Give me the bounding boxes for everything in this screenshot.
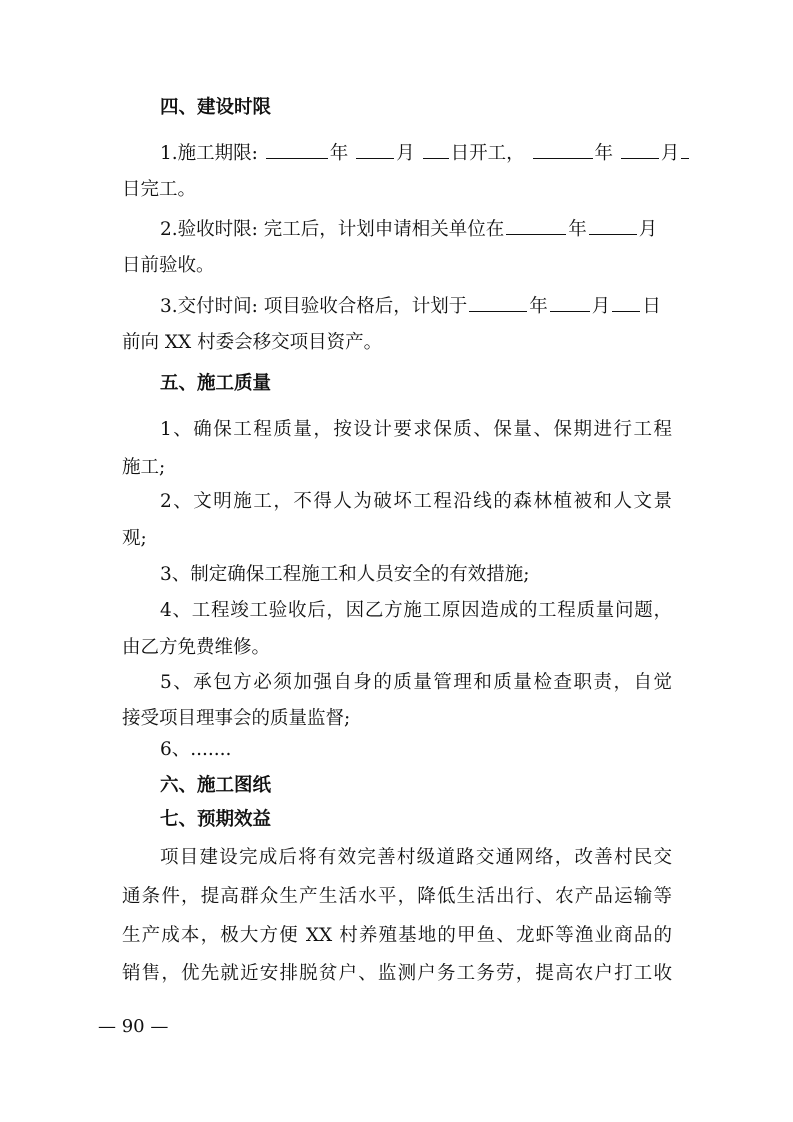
item3-prefix: 3.交付时间: 项目验收合格后，计划于 [160, 296, 468, 317]
benefits-line-2: 通条件，提高群众生产生活水平，降低生活出行、农产品运输等 [122, 886, 672, 907]
quality-item-2-cont: 观; [122, 528, 147, 549]
month-label: 月 [591, 296, 611, 317]
quality-item-1: 1、确保工程质量，按设计要求保质、保量、保期进行工程 [160, 419, 672, 440]
end-year-blank [533, 140, 593, 159]
benefits-line-1: 项目建设完成后将有效完善村级道路交通网络，改善村民交 [160, 847, 672, 868]
item2-prefix: 2.验收时限: 完工后，计划申请相关单位在 [160, 219, 505, 240]
deliver-month-blank [550, 293, 590, 312]
accept-year-blank [506, 216, 566, 235]
construction-period-line [160, 140, 680, 166]
delivery-time-line [160, 293, 672, 319]
quality-item-5-cont: 接受项目理事会的质量监督; [122, 708, 351, 729]
item1-continuation: 日完工。 [122, 179, 197, 200]
year-label: 年 [529, 296, 548, 317]
section-heading-7: 七、预期效益 [160, 809, 272, 830]
year-label: 年 [594, 143, 614, 164]
start-month-blank [356, 140, 394, 159]
end-month-blank [621, 140, 659, 159]
acceptance-period-line [160, 216, 672, 242]
page-number: — 90 — [98, 1016, 169, 1037]
item2-continuation: 日前验收。 [122, 255, 215, 276]
benefits-line-3: 生产成本，极大方便 XX 村养殖基地的甲鱼、龙虾等渔业商品的 [122, 925, 672, 946]
benefits-line-4: 销售，优先就近安排脱贫户、监测户务工务劳，提高农户打工收 [122, 963, 672, 984]
section-heading-6: 六、施工图纸 [160, 775, 272, 796]
item3-continuation: 前向 XX 村委会移交项目资产。 [122, 332, 383, 353]
year-label: 年 [568, 219, 587, 240]
start-day-blank [423, 140, 449, 159]
quality-item-5: 5、承包方必须加强自身的质量管理和质量检查职责，自觉 [160, 672, 672, 693]
month-label: 月 [638, 219, 658, 240]
quality-item-4: 4、工程竣工验收后，因乙方施工原因造成的工程质量问题， [160, 600, 672, 621]
year-label: 年 [329, 143, 349, 164]
quality-item-6: 6、....... [160, 739, 232, 760]
month-label: 月 [660, 143, 680, 164]
end-day-blank [681, 140, 689, 159]
section-heading-4: 四、建设时限 [160, 97, 272, 118]
section-heading-5: 五、施工质量 [160, 373, 272, 394]
quality-item-2: 2、文明施工，不得人为破坏工程沿线的森林植被和人文景 [160, 491, 672, 512]
start-label: 日开工， [450, 143, 525, 164]
quality-item-3: 3、制定确保工程施工和人员安全的有效措施; [160, 564, 530, 585]
accept-month-blank [589, 216, 637, 235]
day-label: 日 [642, 296, 661, 317]
start-year-blank [266, 140, 328, 159]
quality-item-1-cont: 施工; [122, 457, 166, 478]
quality-item-4-cont: 由乙方免费维修。 [122, 637, 271, 658]
deliver-day-blank [612, 293, 640, 312]
item1-prefix: 1.施工期限: [160, 143, 258, 164]
deliver-year-blank [469, 293, 527, 312]
month-label: 月 [396, 143, 415, 164]
